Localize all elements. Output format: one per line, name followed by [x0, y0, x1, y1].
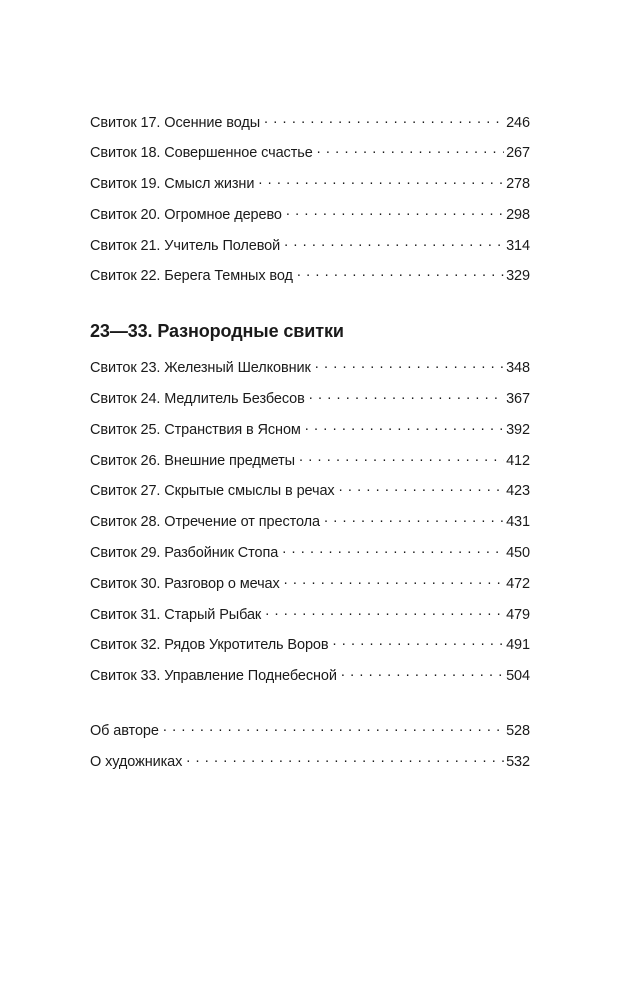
toc-entry	[90, 751, 530, 782]
toc-dot-leader	[333, 635, 505, 650]
toc-entry	[90, 389, 530, 420]
toc-entry-title: Свиток 33. Управление Поднебесной	[90, 668, 337, 685]
toc-entry-title: Свиток 21. Учитель Полевой	[90, 237, 281, 254]
toc-dot-leader	[297, 266, 504, 281]
toc-entry-page: 472	[506, 575, 530, 592]
toc-entry-title: Свиток 27. Скрытые смыслы в речах	[90, 483, 335, 500]
toc-dot-leader	[341, 666, 504, 681]
toc-dot-leader	[339, 481, 505, 496]
toc-entry-title: Свиток 20. Огромное дерево	[90, 206, 282, 223]
toc-entry	[90, 174, 530, 205]
toc-entry	[90, 573, 530, 604]
toc-entry-page: 450	[506, 545, 530, 562]
toc-entry-page: 431	[506, 514, 530, 531]
toc-entry-page: 278	[506, 176, 530, 193]
toc-dot-leader	[286, 204, 504, 219]
toc-entry	[90, 512, 530, 543]
toc-entry-title: Свиток 25. Странствия в Ясном	[90, 421, 301, 438]
toc-entry-title: Свиток 31. Старый Рыбак	[90, 606, 262, 623]
toc-entry	[90, 481, 530, 512]
toc-entry-title: Свиток 22. Берега Темных вод	[90, 268, 293, 285]
toc-entry-page: 528	[506, 723, 530, 740]
spacer	[90, 697, 530, 721]
toc-dot-leader	[299, 450, 504, 465]
toc-entry-title: Свиток 19. Смысл жизни	[90, 176, 255, 193]
spacer	[90, 346, 530, 358]
toc-dot-leader	[284, 235, 504, 250]
toc-entry	[90, 204, 530, 235]
toc-entry	[90, 143, 530, 174]
toc-entry	[90, 666, 530, 697]
toc-entry	[90, 266, 530, 297]
toc-entry-page: 246	[506, 114, 530, 131]
toc-entry	[90, 235, 530, 266]
toc-entry	[90, 450, 530, 481]
toc-entry-page: 298	[506, 206, 530, 223]
toc-entry-title: Свиток 28. Отречение от престола	[90, 514, 320, 531]
toc-entry-page: 267	[506, 145, 530, 162]
toc-dot-leader	[282, 543, 504, 558]
toc-entry	[90, 635, 530, 666]
toc-dot-leader	[163, 721, 504, 736]
toc-entry-title: Свиток 32. Рядов Укротитель Воров	[90, 637, 329, 654]
toc-dot-leader	[317, 143, 504, 158]
toc-entry-page: 412	[506, 452, 530, 469]
toc-entry-title: О художниках	[90, 753, 183, 770]
toc-entry-title: Свиток 23. Железный Шелковник	[90, 360, 311, 377]
toc-dot-leader	[186, 751, 504, 766]
toc-dot-leader	[309, 389, 504, 404]
toc-entry-page: 392	[506, 421, 530, 438]
toc-entry-title: Свиток 30. Разговор о мечах	[90, 575, 280, 592]
toc-dot-leader	[284, 573, 504, 588]
toc-dot-leader	[258, 174, 504, 189]
toc-entry-title: Свиток 24. Медлитель Безбесов	[90, 391, 305, 408]
toc-entry-title: Свиток 29. Разбойник Стопа	[90, 545, 279, 562]
toc-dot-leader	[324, 512, 504, 527]
toc-entry-page: 348	[506, 360, 530, 377]
toc-entry	[90, 543, 530, 574]
toc-entry	[90, 112, 530, 143]
toc-entry-page: 329	[506, 268, 530, 285]
toc-entry-title: Свиток 26. Внешние предметы	[90, 452, 295, 469]
section-heading: 23—33. Разнородные свитки	[90, 320, 344, 341]
toc-entry-page: 367	[506, 391, 530, 408]
toc-entry-title: Об авторе	[90, 723, 159, 740]
toc-entry-title: Свиток 18. Совершенное счастье	[90, 145, 313, 162]
toc-entry	[90, 604, 530, 635]
toc-dot-leader	[305, 419, 504, 434]
toc-dot-leader	[315, 358, 504, 373]
toc-entry	[90, 419, 530, 450]
toc-group-scrolls-23-33	[90, 358, 530, 697]
spacer	[90, 297, 530, 316]
toc-entry-page: 491	[506, 637, 530, 654]
toc-entry-page: 479	[506, 606, 530, 623]
table-of-contents	[90, 112, 530, 782]
toc-dot-leader	[264, 112, 504, 127]
toc-entry-title: Свиток 17. Осенние воды	[90, 114, 261, 131]
toc-entry	[90, 358, 530, 389]
toc-group-back-matter	[90, 721, 530, 783]
toc-entry-page: 504	[506, 668, 530, 685]
toc-entry-page: 314	[506, 237, 530, 254]
toc-entry-page: 532	[506, 753, 530, 770]
toc-group-scrolls-17-22	[90, 112, 530, 297]
toc-entry-page: 423	[506, 483, 530, 500]
toc-entry	[90, 721, 530, 752]
toc-dot-leader	[265, 604, 504, 619]
